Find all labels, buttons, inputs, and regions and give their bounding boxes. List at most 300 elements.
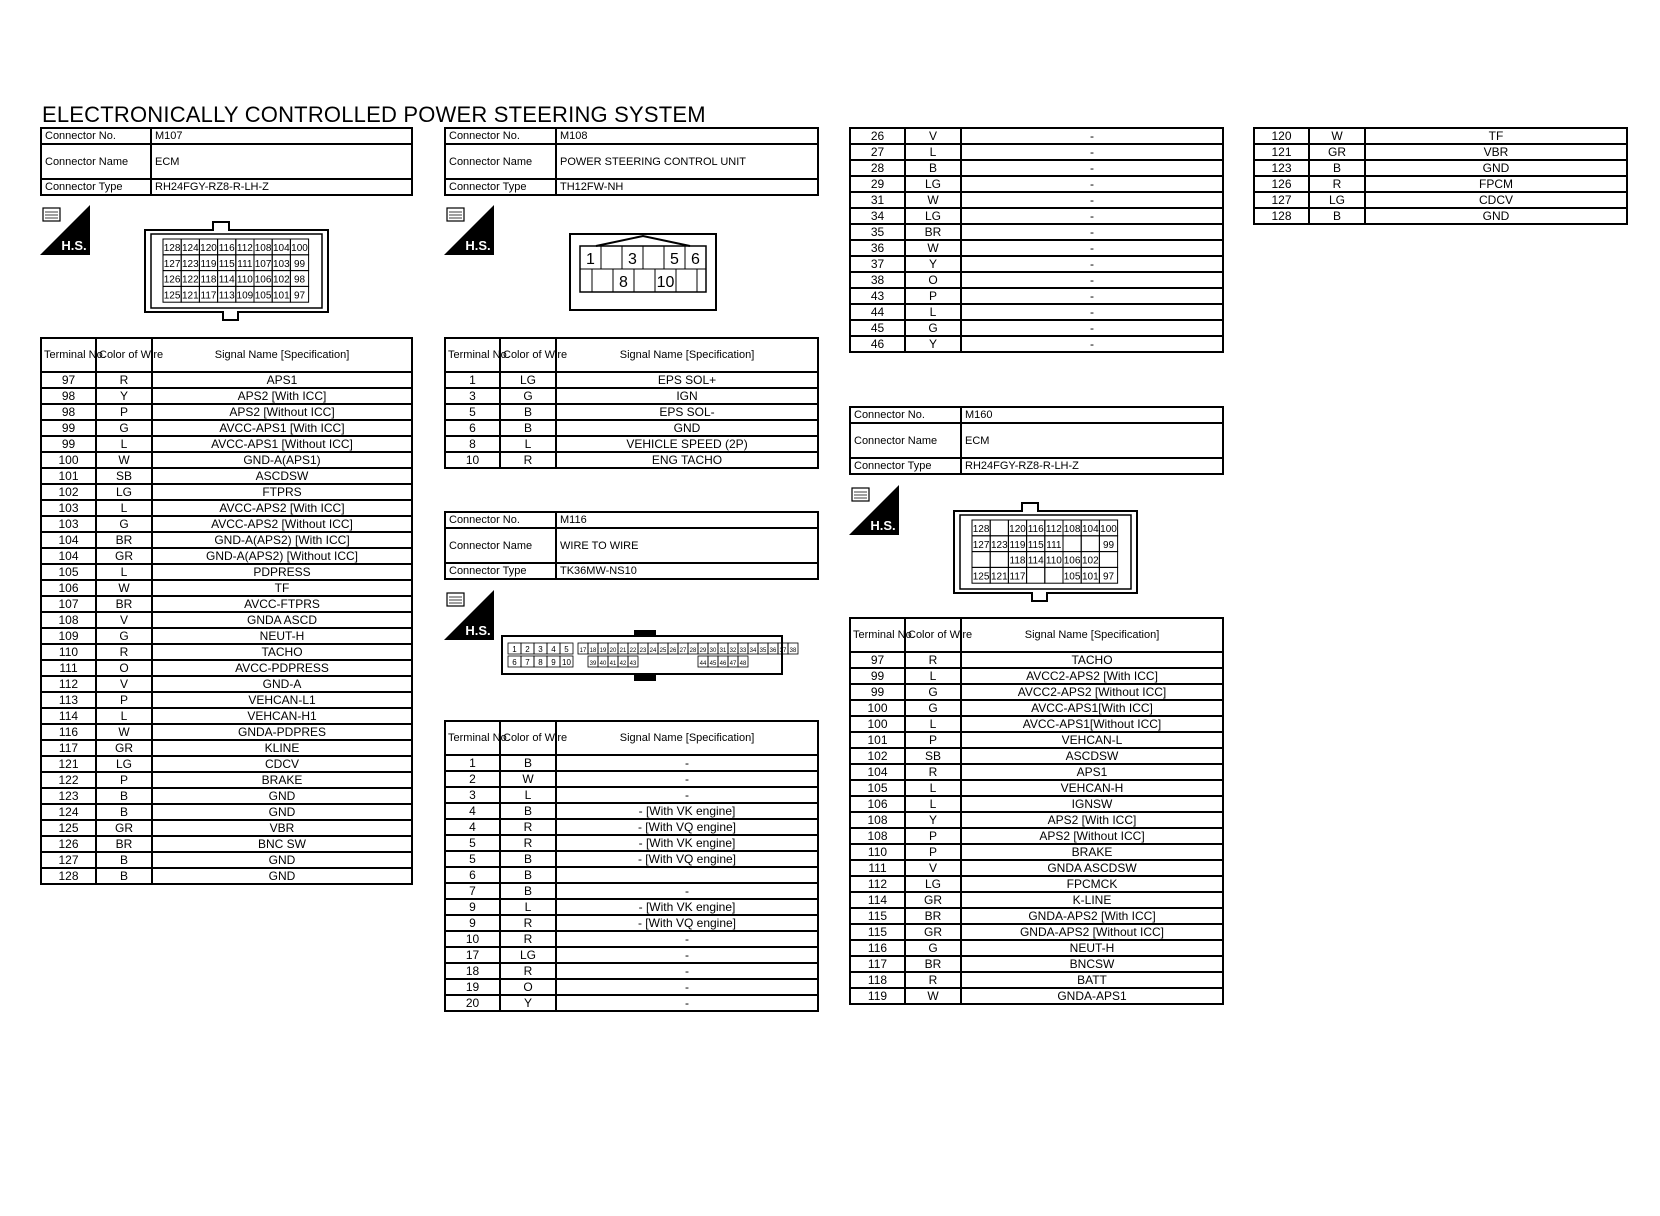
table-row [445, 787, 818, 803]
terminal-number: 99 [293, 258, 306, 270]
table-row [445, 995, 818, 1011]
terminal-number: 21 [619, 648, 627, 654]
m116-type: TK36MW-NS10 [556, 563, 818, 579]
color-cell: B [500, 851, 556, 867]
terminal-number: 126 [163, 274, 181, 286]
table-row [1254, 144, 1627, 160]
color-cell: B [1309, 160, 1365, 176]
hs-icon [444, 205, 494, 255]
signal-cell: - [556, 755, 818, 771]
terminal-cell: 115 [850, 924, 905, 940]
terminal-number: 41 [609, 661, 617, 667]
signal-cell: FPCMCK [961, 876, 1223, 892]
color-cell: LG [500, 947, 556, 963]
m108-name: POWER STEERING CONTROL UNIT [556, 144, 818, 179]
terminal-cavity [1045, 567, 1063, 583]
color-cell: LG [96, 756, 152, 772]
terminal-cell: 115 [850, 908, 905, 924]
terminal-number: 5 [670, 251, 679, 268]
signal-cell: - [556, 995, 818, 1011]
signal-cell: APS2 [With ICC] [961, 812, 1223, 828]
terminal-number: 48 [739, 661, 747, 667]
table-row [850, 876, 1223, 892]
color-cell: BR [96, 532, 152, 548]
table-row [850, 780, 1223, 796]
signal-cell: IGN [556, 388, 818, 404]
table-row [445, 979, 818, 995]
color-cell: Y [905, 256, 961, 272]
signal-cell: GNDA-PDPRES [152, 724, 412, 740]
signal-cell: - [961, 336, 1223, 352]
terminal-cell: 111 [850, 860, 905, 876]
table-row [41, 724, 412, 740]
terminal-number: 2 [525, 645, 530, 654]
signal-cell: AVCC-APS1 [Without ICC] [152, 436, 412, 452]
table-row [445, 452, 818, 468]
terminal-cell: 126 [41, 836, 96, 852]
signal-cell: K-LINE [961, 892, 1223, 908]
signal-cell: BRAKE [152, 772, 412, 788]
signal-cell: - [With VK engine] [556, 835, 818, 851]
terminal-number: 45 [709, 661, 717, 667]
table-row [445, 851, 818, 867]
signal-cell: EPS SOL- [556, 404, 818, 420]
terminal-number: 101 [272, 290, 290, 302]
terminal-number: 6 [691, 251, 700, 268]
color-cell: P [905, 732, 961, 748]
table-row [850, 844, 1223, 860]
terminal-number: 9 [551, 658, 556, 667]
connector-name-label: Connector Name [445, 528, 556, 563]
color-cell: W [96, 580, 152, 596]
color-cell: L [96, 436, 152, 452]
terminal-cell: 102 [850, 748, 905, 764]
table-row [41, 692, 412, 708]
terminal-cell: 117 [41, 740, 96, 756]
terminal-number: 113 [218, 290, 235, 302]
color-cell: B [500, 755, 556, 771]
signal-cell: GND [152, 804, 412, 820]
signal-cell: VEHCAN-L1 [152, 692, 412, 708]
terminal-cell: 45 [850, 320, 905, 336]
table-row [850, 320, 1223, 336]
table-row [850, 160, 1223, 176]
signal-cell: AVCC2-APS2 [Without ICC] [961, 684, 1223, 700]
table-row [850, 988, 1223, 1004]
table-row [41, 484, 412, 500]
table-row [850, 668, 1223, 684]
color-cell: G [905, 684, 961, 700]
terminal-number: 115 [218, 258, 235, 270]
signal-cell: TACHO [961, 652, 1223, 668]
terminal-cell: 29 [850, 176, 905, 192]
terminal-number: 10 [562, 658, 571, 667]
terminal-number: 99 [1102, 539, 1115, 551]
terminal-number: 47 [729, 661, 737, 667]
color-cell: B [905, 160, 961, 176]
m108-terminal-table [444, 337, 819, 469]
terminal-number: 18 [589, 648, 597, 654]
col-color: Color of Wire [500, 721, 556, 755]
color-cell: P [905, 828, 961, 844]
table-row [41, 564, 412, 580]
signal-cell: - [With VQ engine] [556, 851, 818, 867]
terminal-cell: 106 [850, 796, 905, 812]
table-row [41, 804, 412, 820]
terminal-number: 104 [1081, 524, 1099, 535]
signal-cell: VBR [1365, 144, 1627, 160]
color-cell: LG [905, 876, 961, 892]
color-cell: Y [905, 336, 961, 352]
m116-header [444, 511, 819, 580]
terminal-number: 32 [729, 648, 737, 654]
terminal-cell: 98 [41, 404, 96, 420]
terminal-number: 105 [1063, 571, 1081, 583]
color-cell: B [96, 868, 152, 884]
terminal-cell: 35 [850, 224, 905, 240]
terminal-number: 114 [218, 274, 235, 286]
terminal-cell: 10 [445, 931, 500, 947]
terminal-cell: 105 [850, 780, 905, 796]
table-row [41, 628, 412, 644]
terminal-cell: 6 [445, 867, 500, 883]
col-signal: Signal Name [Specification] [152, 338, 412, 372]
color-cell: W [905, 988, 961, 1004]
table-row [445, 819, 818, 835]
m160-connector-face [952, 497, 1142, 603]
color-cell: G [96, 516, 152, 532]
terminal-cell: 117 [850, 956, 905, 972]
page-title: ELECTRONICALLY CONTROLLED POWER STEERING SYSTEM [42, 102, 706, 127]
table-row [850, 224, 1223, 240]
terminal-cell: 109 [41, 628, 96, 644]
color-cell: L [905, 668, 961, 684]
signal-cell: GND [152, 788, 412, 804]
m107-type: RH24FGY-RZ8-R-LH-Z [151, 179, 412, 195]
terminal-number: 26 [669, 648, 677, 654]
signal-cell: - [961, 272, 1223, 288]
table-row [850, 128, 1223, 144]
terminal-cavity [634, 269, 655, 292]
color-cell: BR [96, 596, 152, 612]
color-cell: V [96, 612, 152, 628]
terminal-cell: 9 [445, 915, 500, 931]
table-row [850, 176, 1223, 192]
col-signal: Signal Name [Specification] [961, 618, 1223, 652]
terminal-number: 20 [609, 648, 617, 654]
table-row [850, 924, 1223, 940]
table-row [850, 192, 1223, 208]
terminal-cell: 8 [445, 436, 500, 452]
signal-cell: - [961, 304, 1223, 320]
terminal-cell: 100 [41, 452, 96, 468]
terminal-number: 104 [272, 243, 290, 254]
signal-cell: APS2 [With ICC] [152, 388, 412, 404]
table-row [41, 660, 412, 676]
col-terminal: Terminal No. [850, 618, 905, 652]
terminal-number: 115 [1027, 539, 1044, 551]
signal-cell: GND [152, 852, 412, 868]
color-cell: LG [96, 484, 152, 500]
table-row [41, 708, 412, 724]
terminal-number: 98 [293, 274, 306, 286]
terminal-number: 29 [699, 648, 707, 654]
color-cell: B [500, 420, 556, 436]
terminal-number: 106 [1063, 555, 1081, 567]
table-row [41, 740, 412, 756]
color-cell: R [500, 819, 556, 835]
terminal-number: 97 [293, 290, 306, 302]
table-row [41, 676, 412, 692]
connector-name-label: Connector Name [850, 423, 961, 458]
terminal-cell: 99 [41, 436, 96, 452]
table-row [41, 500, 412, 516]
color-cell: SB [96, 468, 152, 484]
table-row [445, 771, 818, 787]
color-cell: R [500, 915, 556, 931]
table-row [41, 612, 412, 628]
table-row [445, 947, 818, 963]
signal-cell: GNDA ASCD [152, 612, 412, 628]
terminal-number: 100 [291, 243, 308, 254]
terminal-number: 117 [200, 290, 217, 302]
terminal-number: 36 [769, 648, 777, 654]
terminal-cell: 5 [445, 404, 500, 420]
color-cell: L [905, 144, 961, 160]
table-row [850, 336, 1223, 352]
color-cell: BR [905, 224, 961, 240]
terminal-cell: 98 [41, 388, 96, 404]
m160-header [849, 406, 1224, 475]
terminal-number: 35 [759, 648, 767, 654]
terminal-cell: 44 [850, 304, 905, 320]
terminal-cell: 10 [445, 452, 500, 468]
connector-name-label: Connector Name [41, 144, 151, 179]
signal-cell: - [961, 192, 1223, 208]
signal-cell: GND-A(APS2) [Without ICC] [152, 548, 412, 564]
terminal-cell: 101 [41, 468, 96, 484]
table-row [41, 452, 412, 468]
terminal-cell: 126 [1254, 176, 1309, 192]
color-cell: LG [500, 372, 556, 388]
terminal-number: 23 [639, 648, 647, 654]
signal-cell: KLINE [152, 740, 412, 756]
terminal-cell: 104 [850, 764, 905, 780]
signal-cell: AVCC2-APS2 [With ICC] [961, 668, 1223, 684]
signal-cell: GNDA-APS2 [Without ICC] [961, 924, 1223, 940]
table-row [850, 304, 1223, 320]
signal-cell: - [961, 208, 1223, 224]
color-cell: W [96, 452, 152, 468]
signal-cell: IGNSW [961, 796, 1223, 812]
table-row [850, 940, 1223, 956]
color-cell: P [96, 772, 152, 788]
color-cell: SB [905, 748, 961, 764]
color-cell: W [96, 724, 152, 740]
terminal-number: 121 [990, 571, 1008, 583]
signal-cell: AVCC-PDPRESS [152, 660, 412, 676]
signal-cell: ENG TACHO [556, 452, 818, 468]
terminal-cavity [1081, 536, 1099, 552]
table-row [850, 144, 1223, 160]
terminal-number: 112 [1045, 524, 1062, 535]
terminal-number: 44 [699, 661, 707, 667]
table-row [41, 404, 412, 420]
table-row [445, 420, 818, 436]
table-row [850, 828, 1223, 844]
color-cell: P [905, 844, 961, 860]
terminal-cell: 110 [850, 844, 905, 860]
table-row [445, 803, 818, 819]
color-cell: GR [96, 548, 152, 564]
table-row [850, 764, 1223, 780]
terminal-cell: 123 [1254, 160, 1309, 176]
table-row [850, 208, 1223, 224]
terminal-cell: 108 [850, 812, 905, 828]
table-row [1254, 128, 1627, 144]
terminal-cell: 18 [445, 963, 500, 979]
terminal-cavity [1063, 536, 1081, 552]
terminal-cell: 6 [445, 420, 500, 436]
table-row [41, 436, 412, 452]
signal-cell: - [With VK engine] [556, 899, 818, 915]
m108-header [444, 127, 819, 196]
color-cell: LG [905, 208, 961, 224]
m160-no: M160 [961, 407, 1223, 423]
color-cell: G [96, 628, 152, 644]
terminal-number: 5 [564, 645, 569, 654]
terminal-number: 100 [1100, 524, 1117, 535]
table-row [1254, 160, 1627, 176]
signal-cell: BATT [961, 972, 1223, 988]
connector-no-label: Connector No. [445, 512, 556, 528]
color-cell: V [96, 676, 152, 692]
terminal-cell: 28 [850, 160, 905, 176]
color-cell: O [500, 979, 556, 995]
terminal-cell: 9 [445, 899, 500, 915]
signal-cell: - [556, 963, 818, 979]
terminal-number: 102 [1081, 555, 1099, 567]
color-cell: R [96, 644, 152, 660]
signal-cell: VEHCAN-L [961, 732, 1223, 748]
terminal-cell: 123 [41, 788, 96, 804]
terminal-number: 120 [200, 243, 217, 254]
terminal-number: 107 [254, 258, 272, 270]
terminal-number: 123 [990, 539, 1008, 551]
m108-connector-face [568, 232, 718, 312]
terminal-cell: 101 [850, 732, 905, 748]
table-row [41, 388, 412, 404]
table-row [1254, 176, 1627, 192]
signal-cell: - [961, 256, 1223, 272]
color-cell: LG [905, 176, 961, 192]
signal-cell: - [556, 883, 818, 899]
signal-cell: - [556, 947, 818, 963]
signal-cell: ASCDSW [961, 748, 1223, 764]
table-row [850, 860, 1223, 876]
terminal-number: 119 [200, 258, 217, 270]
table-row [445, 899, 818, 915]
color-cell: G [905, 940, 961, 956]
terminal-cavity [643, 246, 664, 269]
terminal-cell: 102 [41, 484, 96, 500]
terminal-cell: 20 [445, 995, 500, 1011]
color-cell: B [500, 867, 556, 883]
connector-no-label: Connector No. [445, 128, 556, 144]
color-cell: L [905, 780, 961, 796]
terminal-cell: 108 [850, 828, 905, 844]
signal-cell: - [556, 979, 818, 995]
hs-label: H.S. [61, 238, 87, 253]
signal-cell: AVCC-APS1[With ICC] [961, 700, 1223, 716]
terminal-cavity [990, 520, 1008, 536]
terminal-number: 39 [589, 661, 597, 667]
color-cell: LG [1309, 192, 1365, 208]
col-terminal: Terminal No. [41, 338, 96, 372]
terminal-number: 10 [656, 274, 675, 291]
color-cell: R [905, 652, 961, 668]
table-row [850, 908, 1223, 924]
terminal-number: 7 [525, 658, 530, 667]
terminal-number: 38 [789, 648, 797, 654]
terminal-number: 120 [1009, 524, 1026, 535]
signal-cell [556, 867, 818, 883]
terminal-number: 34 [749, 648, 757, 654]
table-row [41, 820, 412, 836]
signal-cell: - [961, 160, 1223, 176]
m107-no: M107 [151, 128, 412, 144]
terminal-cell: 103 [41, 500, 96, 516]
signal-cell: GND [556, 420, 818, 436]
terminal-cell: 100 [850, 700, 905, 716]
terminal-cell: 128 [41, 868, 96, 884]
terminal-cell: 100 [850, 716, 905, 732]
terminal-number: 122 [181, 274, 199, 286]
signal-cell: FTPRS [152, 484, 412, 500]
color-cell: L [500, 436, 556, 452]
terminal-number: 108 [254, 243, 272, 254]
terminal-number: 111 [1046, 539, 1062, 551]
m116-connector-face [500, 626, 797, 684]
table-row [445, 931, 818, 947]
signal-cell: GNDA-APS2 [With ICC] [961, 908, 1223, 924]
signal-cell: VEHICLE SPEED (2P) [556, 436, 818, 452]
color-cell: V [905, 860, 961, 876]
hs-label: H.S. [465, 623, 491, 638]
color-cell: R [905, 764, 961, 780]
terminal-cell: 5 [445, 851, 500, 867]
terminal-cell: 104 [41, 548, 96, 564]
signal-cell: VEHCAN-H1 [152, 708, 412, 724]
table-row [850, 796, 1223, 812]
table-row [41, 868, 412, 884]
connector-type-label: Connector Type [445, 563, 556, 579]
table-row [41, 596, 412, 612]
terminal-cell: 17 [445, 947, 500, 963]
terminal-number: 117 [1009, 571, 1026, 583]
terminal-number: 3 [538, 645, 543, 654]
signal-cell: GND [152, 868, 412, 884]
col-signal: Signal Name [Specification] [556, 721, 818, 755]
signal-cell: TF [152, 580, 412, 596]
color-cell: R [905, 972, 961, 988]
color-cell: W [905, 240, 961, 256]
terminal-cell: 122 [41, 772, 96, 788]
col-color: Color of Wire [96, 338, 152, 372]
terminal-cavity [1027, 567, 1045, 583]
signal-cell: GND [1365, 208, 1627, 224]
color-cell: G [905, 320, 961, 336]
